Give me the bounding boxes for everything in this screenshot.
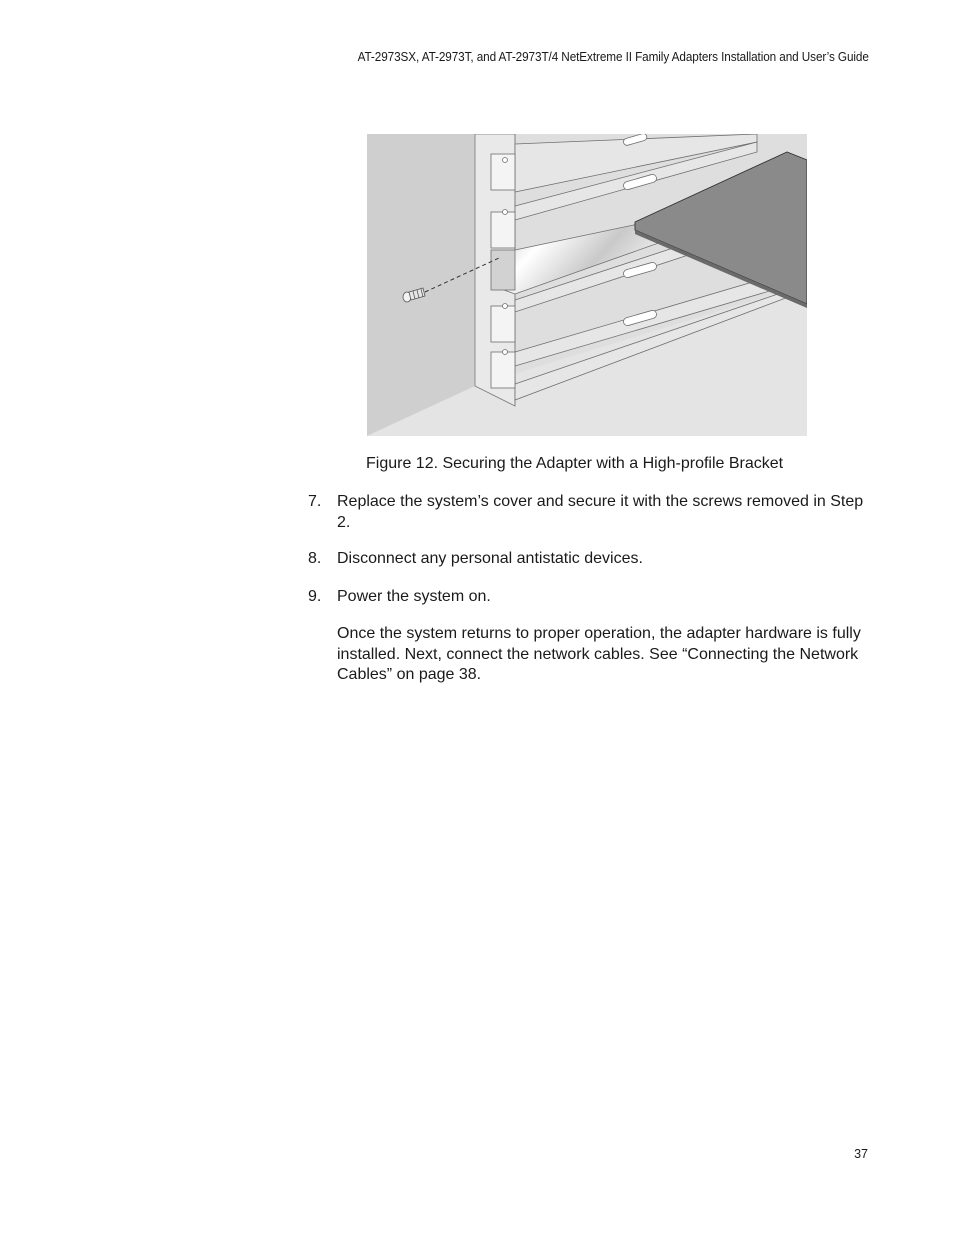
bracket-illustration-svg — [367, 134, 807, 436]
step-number: 7. — [308, 493, 322, 510]
step-item — [308, 549, 643, 570]
step-text: Replace the system’s cover and secure it with the screws removed in Step 2. — [337, 493, 864, 531]
step-item — [308, 587, 491, 608]
closing-paragraph: Once the system returns to proper operation, the adapter hardware is fully installed. Next, connect the network cables. See “Connecting the Network Cables” on page 38. — [337, 625, 861, 683]
step-text: Power the system on. — [337, 588, 491, 605]
page-number: 37 — [854, 1147, 868, 1161]
bracket-illustration — [367, 134, 807, 436]
step-text: Disconnect any personal antistatic devices. — [337, 550, 643, 567]
step-number: 8. — [308, 550, 322, 567]
step-item — [308, 492, 878, 533]
step-number: 9. — [308, 588, 322, 605]
running-header: AT-2973SX, AT-2973T, and AT-2973T/4 NetExtreme II Family Adapters Installation and User’s Guide — [357, 50, 869, 64]
figure-caption: Figure 12. Securing the Adapter with a High-profile Bracket — [366, 455, 784, 472]
